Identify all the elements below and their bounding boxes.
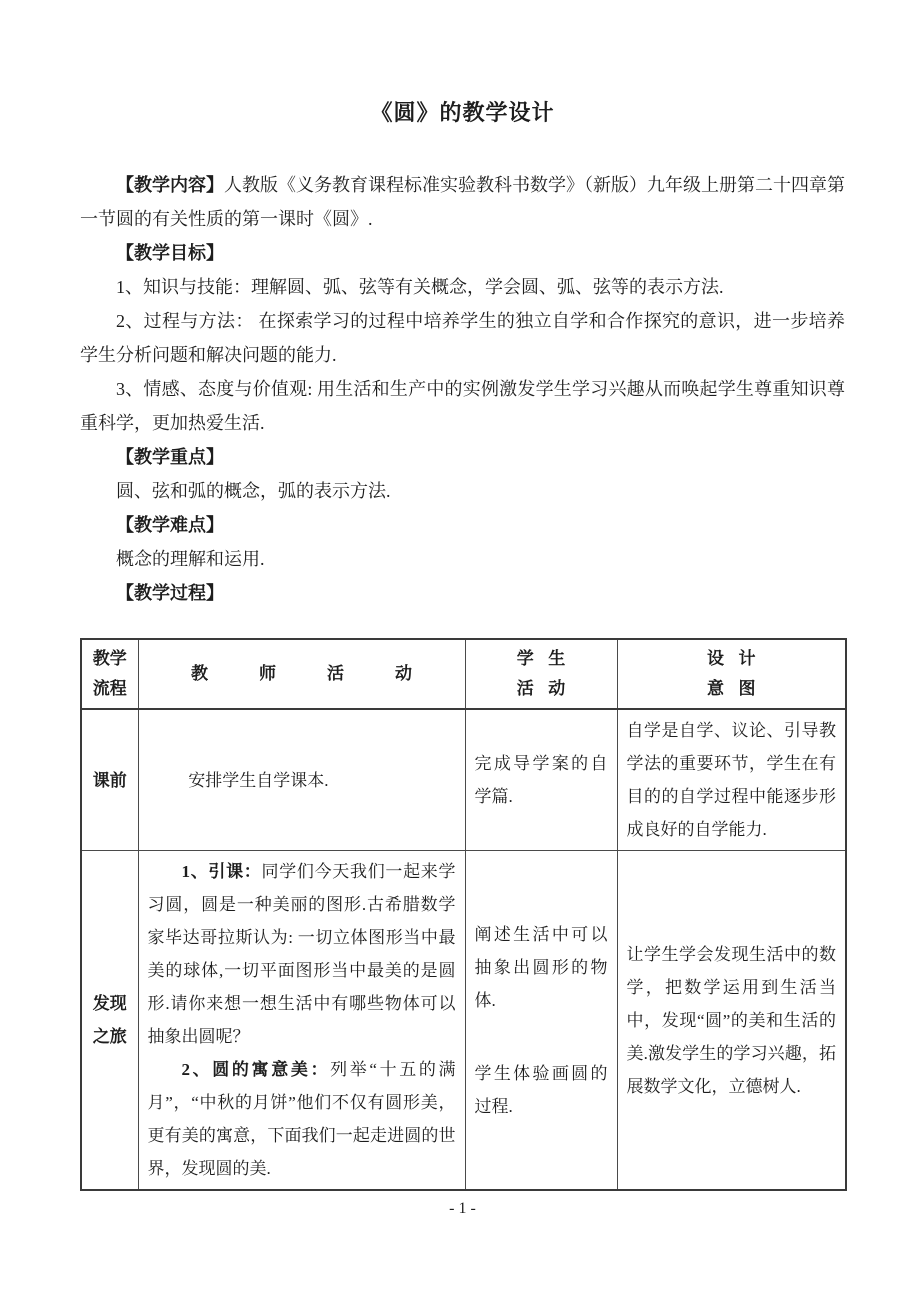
- header-intent-line1: 设计: [707, 649, 770, 668]
- teaching-key-points-text: 圆、弦和弧的概念，弧的表示方法.: [116, 481, 391, 501]
- header-cell-design-intent: [617, 639, 846, 709]
- document-body: [80, 168, 845, 610]
- header-cell-teacher-activity: [138, 639, 465, 709]
- header-stage-line1: 教学: [92, 649, 127, 668]
- header-student-line1: 学生: [516, 649, 580, 668]
- teacher-intro-label: 1、引课：: [181, 862, 262, 881]
- student-activity-pre-class: 完成导学案的自学篇.: [465, 709, 617, 851]
- stage-cell-pre-class: 课前: [81, 709, 138, 851]
- teacher-circle-meaning-paragraph: [148, 1053, 456, 1185]
- header-stage-line2: 流程: [92, 679, 127, 698]
- table-row-pre-class: [81, 709, 846, 851]
- design-intent-pre-class: 自学是自学、议论、引导教学法的重要环节，学生在有目的的自学过程中能逐步形成良好的自学能力.: [617, 709, 846, 851]
- teacher-activity-pre-class: 安排学生自学课本.: [138, 709, 465, 851]
- goal-process-methods: 2、过程与方法： 在探索学习的过程中培养学生的独立自学和合作探究的意识，进一步培养学生分析问题和解决问题的能力.: [80, 311, 845, 365]
- header-cell-stage: [81, 639, 138, 709]
- stage-cell-discovery-journey: [81, 851, 138, 1191]
- teacher-intro-paragraph: [148, 855, 456, 1053]
- teaching-content-text: 人教版《义务教育课程标准实验教科书数学》（新版）九年级上册第二十四章第一节圆的有关性质的第一课时《圆》.: [80, 175, 845, 229]
- header-teacher-activity-label: 教师活动: [191, 664, 463, 683]
- table-header-row: [81, 639, 846, 709]
- design-intent-discovery-journey: 让学生学会发现生活中的数学，把数学运用到生活当中，发现“圆”的美和生活的美.激发学生的学习兴趣，拓展数学文化，立德树人.: [617, 851, 846, 1191]
- teaching-goals-heading: 【教学目标】: [116, 243, 224, 263]
- teaching-process-heading: 【教学过程】: [116, 583, 224, 603]
- goal-emotion-values: 3、情感、态度与价值观: 用生活和生产中的实例激发学生学习兴趣从而唤起学生尊重知识尊重科学，更加热爱生活.: [80, 379, 845, 433]
- student-activity-draw-circle: 学生体验画圆的过程.: [474, 1063, 608, 1116]
- teaching-content-paragraph: [80, 168, 845, 236]
- table-row-discovery-journey: [81, 851, 846, 1191]
- teacher-circle-meaning-label: 2、圆的寓意美：: [181, 1060, 331, 1079]
- stage-discovery-line1: 发现: [92, 994, 127, 1013]
- header-cell-student-activity: [465, 639, 617, 709]
- teacher-activity-discovery-journey: [138, 851, 465, 1191]
- student-activity-describe: 阐述生活中可以抽象出圆形的物体.: [474, 924, 608, 1010]
- page-number: - 1 -: [449, 1200, 476, 1217]
- teaching-key-points-heading: 【教学重点】: [116, 447, 224, 467]
- teaching-difficulty-text: 概念的理解和运用.: [116, 549, 265, 569]
- stage-discovery-line2: 之旅: [92, 1027, 127, 1046]
- teacher-circle-meaning-text: 列举“十五的满月”，“中秋的月饼”他们不仅有圆形美，更有美的寓意，下面我们一起走进圆的世界，发现圆的美.: [147, 1060, 456, 1178]
- student-activity-discovery-journey: [465, 851, 617, 1191]
- teaching-difficulty-heading: 【教学难点】: [116, 515, 224, 535]
- teacher-intro-text: 同学们今天我们一起来学习圆，圆是一种美丽的图形.古希腊数学家毕达哥拉斯认为: 一切立体图形当中最美的球体,一切平面图形当中最美的是圆形.请你来想一想生活中有哪些物体可以抽象出圆呢？: [147, 862, 456, 1046]
- teaching-content-label: 【教学内容】: [116, 175, 224, 195]
- header-student-line2: 活动: [516, 679, 580, 698]
- header-intent-line2: 意图: [707, 679, 770, 698]
- page-title: 《圆》的教学设计: [370, 100, 555, 125]
- teaching-process-table: [80, 638, 847, 1191]
- goal-knowledge-skills: 1、知识与技能：理解圆、弧、弦等有关概念，学会圆、弧、弦等的表示方法.: [116, 277, 724, 297]
